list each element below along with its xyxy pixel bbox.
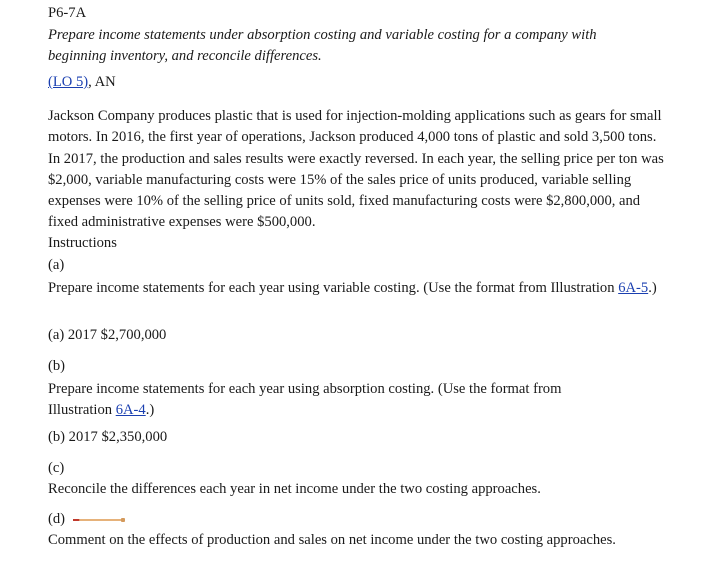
part-b-text-after: .) <box>145 402 155 418</box>
illustration-6a-4-link[interactable]: 6A-4 <box>115 402 146 418</box>
instructions-label: Instructions <box>48 235 117 251</box>
illustration-6a-5-link[interactable]: 6A-5 <box>618 280 649 296</box>
learning-objective-link[interactable]: (LO 5) <box>48 74 89 90</box>
part-a-text <box>48 278 664 299</box>
part-a-answer: (a) 2017 $2,700,000 <box>48 327 167 343</box>
part-c-label: (c) <box>48 460 65 476</box>
problem-subtitle: Prepare income statements under absorption costing and variable costing for a company with beginning inventory, and reconcile differences. <box>48 27 597 64</box>
learning-objective-line <box>48 74 116 91</box>
part-a-label: (a) <box>48 257 65 273</box>
learning-objective-suffix: , AN <box>88 74 116 90</box>
part-d-line <box>48 511 125 528</box>
part-a-text-before: Prepare income statements for each year using variable costing. (Use the format from Illustration <box>48 280 619 296</box>
part-d-text: Comment on the effects of production and sales on net income under the two costing approaches. <box>48 532 616 548</box>
part-b-label: (b) <box>48 358 66 374</box>
problem-paragraph: Jackson Company produces plastic that is used for injection-molding applications such as gears for small motors. In 2016, the first year of operations, Jackson produced 4,000 tons of plastic and sold 3,500 tons. In 2017, the production and sales results were exactly reversed. In each year, the selling price per ton was $2,000, variable manufacturing costs were 15% of the sales price of units produced, variable selling expenses were 10% of the selling price of units sold, fixed manufacturing costs were $2,800,000, and fixed administrative expenses were $500,000. <box>48 108 664 231</box>
part-b-text <box>48 379 608 421</box>
pencil-icon <box>73 516 125 524</box>
problem-id: P6-7A <box>48 5 87 21</box>
part-d-label: (d) <box>48 511 66 527</box>
part-b-text-before: Prepare income statements for each year using absorption costing. (Use the format from Illustration <box>48 381 562 418</box>
part-a-text-after: .) <box>648 280 657 296</box>
part-b-answer: (b) 2017 $2,350,000 <box>48 429 168 445</box>
part-c-text: Reconcile the differences each year in net income under the two costing approaches. <box>48 481 541 497</box>
